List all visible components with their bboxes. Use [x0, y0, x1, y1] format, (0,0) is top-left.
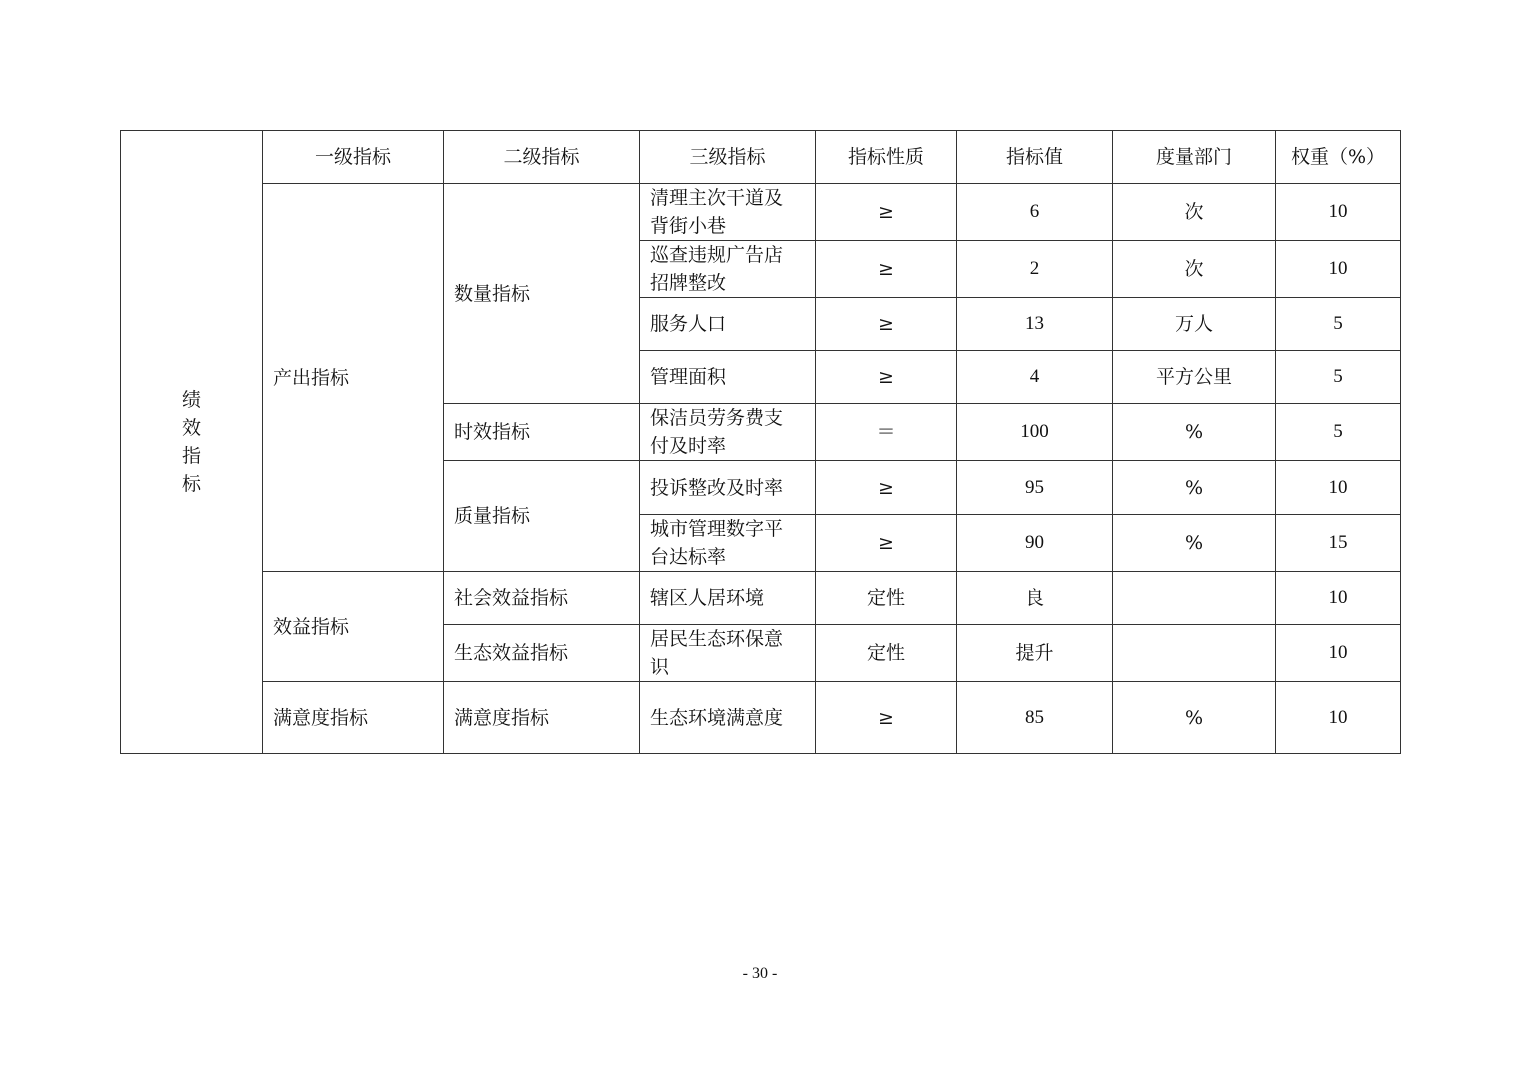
header-level2: 二级指标 — [444, 131, 640, 184]
unit-cell: % — [1113, 682, 1276, 754]
unit-cell — [1113, 572, 1276, 625]
level3-line: 清理主次干道及 — [650, 187, 784, 209]
header-weight: 权重（%） — [1276, 131, 1401, 184]
level3-cell — [640, 572, 816, 625]
level2-cell: 满意度指标 — [444, 682, 640, 754]
level3-cell — [640, 515, 816, 572]
value-cell: 100 — [957, 404, 1113, 461]
unit-cell: % — [1113, 461, 1276, 515]
level3-line: 付及时率 — [650, 435, 727, 457]
level3-cell — [640, 625, 816, 682]
level3-cell — [640, 298, 816, 351]
level3-line: 背街小巷 — [650, 215, 727, 237]
level3-cell — [640, 351, 816, 404]
nature-cell: ≥ — [816, 515, 957, 572]
weight-cell: 10 — [1276, 572, 1401, 625]
table-row — [121, 572, 1401, 625]
level3-line: 城市管理数字平 — [650, 518, 784, 540]
level3-line: 招牌整改 — [650, 272, 727, 294]
value-cell: 4 — [957, 351, 1113, 404]
header-level3: 三级指标 — [640, 131, 816, 184]
weight-cell: 15 — [1276, 515, 1401, 572]
nature-cell: ＝ — [816, 404, 957, 461]
nature-cell: ≥ — [816, 351, 957, 404]
unit-cell — [1113, 625, 1276, 682]
level2-cell: 社会效益指标 — [444, 572, 640, 625]
level3-cell — [640, 184, 816, 241]
level3-line: 台达标率 — [650, 546, 727, 568]
nature-cell: ≥ — [816, 682, 957, 754]
value-cell: 6 — [957, 184, 1113, 241]
level3-line: 辖区人居环境 — [650, 587, 765, 609]
nature-cell: 定性 — [816, 625, 957, 682]
side-label-char: 指 — [181, 445, 201, 467]
header-level1: 一级指标 — [263, 131, 444, 184]
nature-cell: ≥ — [816, 241, 957, 298]
level3-line: 保洁员劳务费支 — [650, 407, 784, 429]
level2-cell: 数量指标 — [444, 184, 640, 404]
level1-cell: 效益指标 — [263, 572, 444, 682]
value-cell: 85 — [957, 682, 1113, 754]
level3-line: 生态环境满意度 — [650, 706, 784, 729]
value-cell: 2 — [957, 241, 1113, 298]
level3-line: 管理面积 — [650, 366, 727, 388]
level3-cell — [640, 461, 816, 515]
weight-cell: 10 — [1276, 682, 1401, 754]
table-row — [121, 184, 1401, 241]
level1-cell: 产出指标 — [263, 184, 444, 572]
nature-cell: ≥ — [816, 298, 957, 351]
table-row — [121, 682, 1401, 754]
side-label-char: 标 — [181, 473, 201, 495]
side-label-performance-indicators — [121, 131, 263, 754]
level3-cell — [640, 404, 816, 461]
level2-cell: 时效指标 — [444, 404, 640, 461]
unit-cell: 次 — [1113, 184, 1276, 241]
weight-cell: 10 — [1276, 241, 1401, 298]
value-cell: 良 — [957, 572, 1113, 625]
header-nature: 指标性质 — [816, 131, 957, 184]
header-value: 指标值 — [957, 131, 1113, 184]
level3-line: 巡查违规广告店 — [650, 244, 784, 266]
level3-line: 识 — [650, 656, 670, 678]
nature-cell: ≥ — [816, 461, 957, 515]
value-cell: 提升 — [957, 625, 1113, 682]
unit-cell: % — [1113, 404, 1276, 461]
table-header-row — [121, 131, 1401, 184]
unit-cell: 次 — [1113, 241, 1276, 298]
level2-cell: 质量指标 — [444, 461, 640, 572]
weight-cell: 10 — [1276, 184, 1401, 241]
page-number: - 30 - — [742, 965, 778, 982]
unit-cell: 平方公里 — [1113, 351, 1276, 404]
performance-indicator-table — [120, 130, 1401, 754]
weight-cell: 5 — [1276, 298, 1401, 351]
weight-cell: 10 — [1276, 461, 1401, 515]
level3-line: 居民生态环保意 — [650, 628, 784, 650]
level3-line: 投诉整改及时率 — [650, 476, 784, 499]
nature-cell: ≥ — [816, 184, 957, 241]
side-label-char: 效 — [181, 417, 201, 439]
weight-cell: 10 — [1276, 625, 1401, 682]
value-cell: 13 — [957, 298, 1113, 351]
nature-cell: 定性 — [816, 572, 957, 625]
side-label-char: 绩 — [181, 389, 201, 411]
level3-cell — [640, 682, 816, 754]
level2-cell: 生态效益指标 — [444, 625, 640, 682]
value-cell: 95 — [957, 461, 1113, 515]
level3-line: 服务人口 — [650, 313, 727, 335]
header-unit: 度量部门 — [1113, 131, 1276, 184]
level1-cell: 满意度指标 — [263, 682, 444, 754]
level3-cell — [640, 241, 816, 298]
unit-cell: 万人 — [1113, 298, 1276, 351]
weight-cell: 5 — [1276, 351, 1401, 404]
value-cell: 90 — [957, 515, 1113, 572]
unit-cell: % — [1113, 515, 1276, 572]
weight-cell: 5 — [1276, 404, 1401, 461]
